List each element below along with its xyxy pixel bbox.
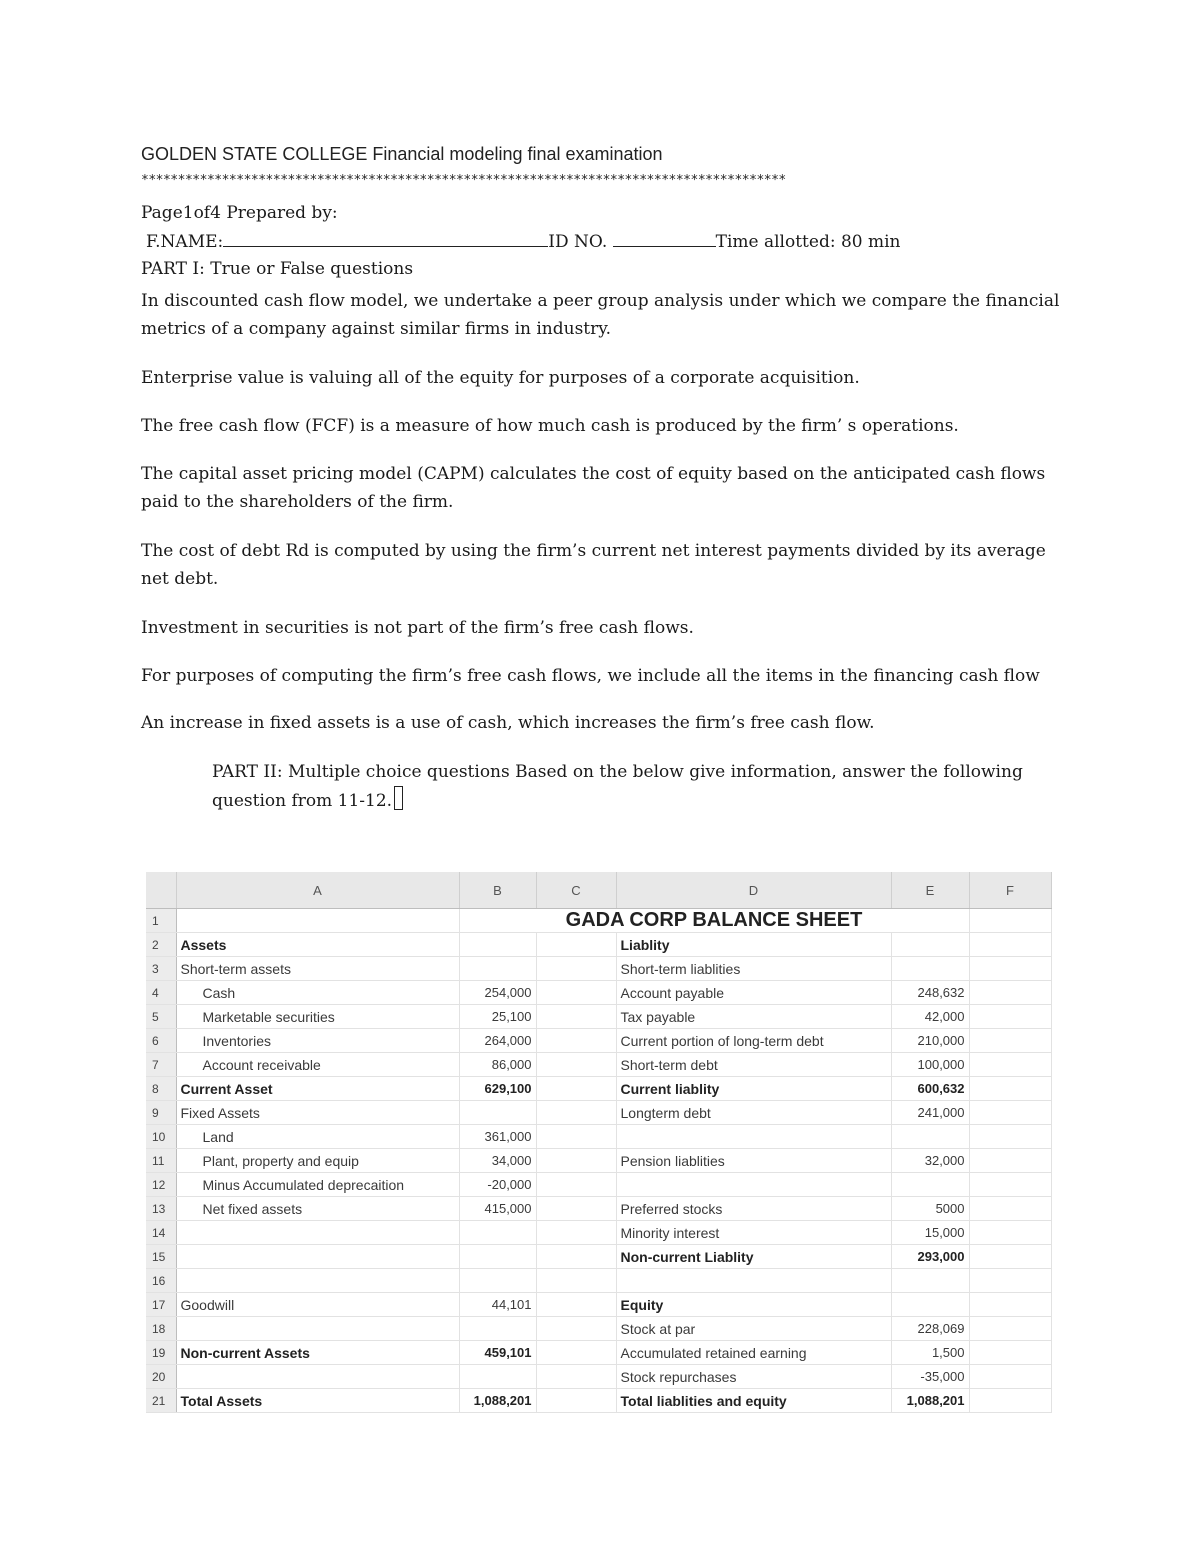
row-number: 11 (146, 1149, 176, 1173)
table-row (146, 1173, 1051, 1197)
asset-value: 34,000 (459, 1149, 536, 1173)
asset-label: Cash (176, 981, 459, 1005)
empty-cell (536, 1341, 616, 1365)
liability-value: 228,069 (891, 1317, 969, 1341)
asset-value: 254,000 (459, 981, 536, 1005)
row-number: 16 (146, 1269, 176, 1293)
liability-value: 248,632 (891, 981, 969, 1005)
asset-label: Land (176, 1125, 459, 1149)
row-number: 19 (146, 1341, 176, 1365)
table-row (146, 1053, 1051, 1077)
empty-cell (969, 1245, 1051, 1269)
liability-label (616, 1125, 891, 1149)
part1-heading: PART I: True or False questions (141, 259, 414, 279)
name-blank[interactable] (223, 231, 548, 247)
row-number: 8 (146, 1077, 176, 1101)
table-row (146, 1269, 1051, 1293)
empty-cell (536, 1005, 616, 1029)
table-row (146, 1029, 1051, 1053)
question-8: An increase in fixed assets is a use of cash, which increases the firm’s free cash flow. (141, 713, 875, 733)
liability-label (616, 1173, 891, 1197)
id-label: ID NO. (548, 232, 608, 252)
column-header-row (146, 872, 1051, 909)
column-header: B (459, 872, 536, 909)
row-number: 14 (146, 1221, 176, 1245)
liability-label: Short-term debt (616, 1053, 891, 1077)
liability-value: 293,000 (891, 1245, 969, 1269)
row-number: 21 (146, 1389, 176, 1413)
liability-value (891, 1293, 969, 1317)
asset-label: Short-term assets (176, 957, 459, 981)
asset-value: 415,000 (459, 1197, 536, 1221)
column-header: A (176, 872, 459, 909)
question-2: Enterprise value is valuing all of the equity for purposes of a corporate acquisition. (141, 368, 860, 388)
empty-cell (536, 1245, 616, 1269)
liability-label: Current liablity (616, 1077, 891, 1101)
liability-label: Current portion of long-term debt (616, 1029, 891, 1053)
row-number: 12 (146, 1173, 176, 1197)
question-6: Investment in securities is not part of the firm’s free cash flows. (141, 618, 694, 638)
asset-value (459, 1269, 536, 1293)
empty-cell (969, 1149, 1051, 1173)
liability-value: 1,088,201 (891, 1389, 969, 1413)
empty-cell (536, 1125, 616, 1149)
table-row (146, 1005, 1051, 1029)
liability-value: 15,000 (891, 1221, 969, 1245)
corner-cell (146, 872, 176, 909)
asset-label: Total Assets (176, 1389, 459, 1413)
liability-label: Pension liablities (616, 1149, 891, 1173)
asset-label: Goodwill (176, 1293, 459, 1317)
row-number: 6 (146, 1029, 176, 1053)
table-row (146, 1293, 1051, 1317)
liability-label: Tax payable (616, 1005, 891, 1029)
asset-label: Inventories (176, 1029, 459, 1053)
empty-cell (969, 1293, 1051, 1317)
empty-cell (969, 1197, 1051, 1221)
empty-cell (536, 1221, 616, 1245)
liability-label: Non-current Liablity (616, 1245, 891, 1269)
asset-value: 629,100 (459, 1077, 536, 1101)
asset-value: -20,000 (459, 1173, 536, 1197)
liability-value (891, 957, 969, 981)
table-row (146, 1365, 1051, 1389)
liability-value: 210,000 (891, 1029, 969, 1053)
liability-label: Stock repurchases (616, 1365, 891, 1389)
exam-title: GOLDEN STATE COLLEGE Financial modeling final examination (141, 144, 663, 164)
liability-value (891, 1173, 969, 1197)
asset-value: 264,000 (459, 1029, 536, 1053)
table-row (146, 1101, 1051, 1125)
table-row (146, 1221, 1051, 1245)
empty-cell (536, 1173, 616, 1197)
asset-label: Account receivable (176, 1053, 459, 1077)
row-number: 2 (146, 933, 176, 957)
question-7: For purposes of computing the firm’s free cash flows, we include all the items in the financing cash flow (141, 666, 1040, 686)
empty-cell (969, 981, 1051, 1005)
liability-label: Equity (616, 1293, 891, 1317)
liability-value (891, 1125, 969, 1149)
asset-label (176, 1317, 459, 1341)
liability-label: Account payable (616, 981, 891, 1005)
empty-cell (536, 1077, 616, 1101)
separator-line: **************************************************************************************** (141, 173, 786, 188)
row-number: 20 (146, 1365, 176, 1389)
empty-cell (536, 1269, 616, 1293)
asset-label (176, 1365, 459, 1389)
liability-label: Total liablities and equity (616, 1389, 891, 1413)
column-header: E (891, 872, 969, 909)
row-number: 5 (146, 1005, 176, 1029)
sheet-title-row (146, 909, 1051, 933)
time-allotted: Time allotted: 80 min (715, 232, 901, 252)
empty-cell (536, 933, 616, 957)
balance-sheet-table (146, 872, 1052, 1413)
asset-label: Fixed Assets (176, 1101, 459, 1125)
asset-label (176, 1245, 459, 1269)
name-label: F.NAME: (146, 232, 224, 252)
empty-cell (536, 957, 616, 981)
asset-value (459, 1221, 536, 1245)
id-blank[interactable] (613, 231, 716, 247)
liability-value: 5000 (891, 1197, 969, 1221)
empty-cell (536, 1053, 616, 1077)
sheet-body (146, 933, 1051, 1413)
table-row (146, 933, 1051, 957)
liability-label: Short-term liablities (616, 957, 891, 981)
liability-label: Minority interest (616, 1221, 891, 1245)
question-5: The cost of debt Rd is computed by using the firm’s current net interest payments divided by its average net debt. (141, 541, 1046, 589)
empty-cell (969, 1221, 1051, 1245)
balance-sheet-image (146, 872, 1051, 1409)
empty-cell (969, 1077, 1051, 1101)
empty-cell (969, 1317, 1051, 1341)
asset-value: 86,000 (459, 1053, 536, 1077)
empty-cell (969, 1053, 1051, 1077)
empty-cell (536, 1149, 616, 1173)
asset-label: Plant, property and equip (176, 1149, 459, 1173)
liability-value: 42,000 (891, 1005, 969, 1029)
question-4: The capital asset pricing model (CAPM) calculates the cost of equity based on the anticipated cash flows paid to the shareholders of the firm. (141, 464, 1046, 512)
empty-cell (969, 1173, 1051, 1197)
asset-label: Current Asset (176, 1077, 459, 1101)
empty-cell (969, 1389, 1051, 1413)
liability-value: -35,000 (891, 1365, 969, 1389)
asset-label: Non-current Assets (176, 1341, 459, 1365)
table-row (146, 1077, 1051, 1101)
liability-value: 600,632 (891, 1077, 969, 1101)
row-number: 13 (146, 1197, 176, 1221)
empty-cell (969, 1269, 1051, 1293)
sheet-title: GADA CORP BALANCE SHEET (459, 909, 969, 933)
empty-cell (536, 1293, 616, 1317)
liability-value (891, 1269, 969, 1293)
row-number: 7 (146, 1053, 176, 1077)
asset-value: 1,088,201 (459, 1389, 536, 1413)
asset-value (459, 1245, 536, 1269)
empty-cell (536, 1389, 616, 1413)
student-info-line (146, 231, 901, 252)
asset-label: Minus Accumulated deprecaition (176, 1173, 459, 1197)
asset-value (459, 1317, 536, 1341)
asset-label: Assets (176, 933, 459, 957)
asset-value: 44,101 (459, 1293, 536, 1317)
question-1: In discounted cash flow model, we undertake a peer group analysis under which we compare the financial metrics of a company against similar firms in industry. (141, 291, 1060, 339)
empty-cell (969, 1029, 1051, 1053)
empty-cell (969, 933, 1051, 957)
table-row (146, 1389, 1051, 1413)
asset-label: Net fixed assets (176, 1197, 459, 1221)
liability-value: 241,000 (891, 1101, 969, 1125)
table-row (146, 1125, 1051, 1149)
empty-cell (536, 1029, 616, 1053)
liability-label: Accumulated retained earning (616, 1341, 891, 1365)
table-row (146, 981, 1051, 1005)
empty-cell (969, 1125, 1051, 1149)
asset-label (176, 1269, 459, 1293)
liability-label: Longterm debt (616, 1101, 891, 1125)
liability-value: 32,000 (891, 1149, 969, 1173)
text-cursor (394, 786, 403, 810)
asset-label (176, 1221, 459, 1245)
part2-text: PART II: Multiple choice questions Based on the below give information, answer the following question from 11-12. (212, 762, 1023, 811)
liability-value (891, 933, 969, 957)
column-header: C (536, 872, 616, 909)
liability-label: Stock at par (616, 1317, 891, 1341)
question-3: The free cash flow (FCF) is a measure of how much cash is produced by the firm’ s operations. (141, 416, 959, 436)
part2-intro (212, 758, 1052, 815)
empty-cell (536, 1101, 616, 1125)
liability-label (616, 1269, 891, 1293)
row-number: 4 (146, 981, 176, 1005)
liability-value: 100,000 (891, 1053, 969, 1077)
empty-cell (969, 957, 1051, 981)
empty-cell (969, 1365, 1051, 1389)
asset-value (459, 933, 536, 957)
table-row (146, 1317, 1051, 1341)
asset-value (459, 1101, 536, 1125)
empty-cell (536, 1317, 616, 1341)
asset-value (459, 957, 536, 981)
asset-value (459, 1365, 536, 1389)
row-number: 3 (146, 957, 176, 981)
asset-value: 25,100 (459, 1005, 536, 1029)
table-row (146, 1197, 1051, 1221)
table-row (146, 957, 1051, 981)
table-row (146, 1341, 1051, 1365)
empty-cell (536, 1365, 616, 1389)
liability-label: Preferred stocks (616, 1197, 891, 1221)
row-number: 1 (146, 909, 176, 933)
row-number: 15 (146, 1245, 176, 1269)
row-number: 10 (146, 1125, 176, 1149)
empty-cell (969, 1101, 1051, 1125)
column-header: F (969, 872, 1051, 909)
empty-cell (969, 1005, 1051, 1029)
row-number: 9 (146, 1101, 176, 1125)
row-number: 17 (146, 1293, 176, 1317)
empty-cell (536, 1197, 616, 1221)
asset-label: Marketable securities (176, 1005, 459, 1029)
table-row (146, 1245, 1051, 1269)
column-header: D (616, 872, 891, 909)
liability-label: Liablity (616, 933, 891, 957)
row-number: 18 (146, 1317, 176, 1341)
table-row (146, 1149, 1051, 1173)
empty-cell (536, 981, 616, 1005)
liability-value: 1,500 (891, 1341, 969, 1365)
asset-value: 361,000 (459, 1125, 536, 1149)
empty-cell (969, 1341, 1051, 1365)
page-info: Page1of4 Prepared by: (141, 203, 338, 223)
asset-value: 459,101 (459, 1341, 536, 1365)
